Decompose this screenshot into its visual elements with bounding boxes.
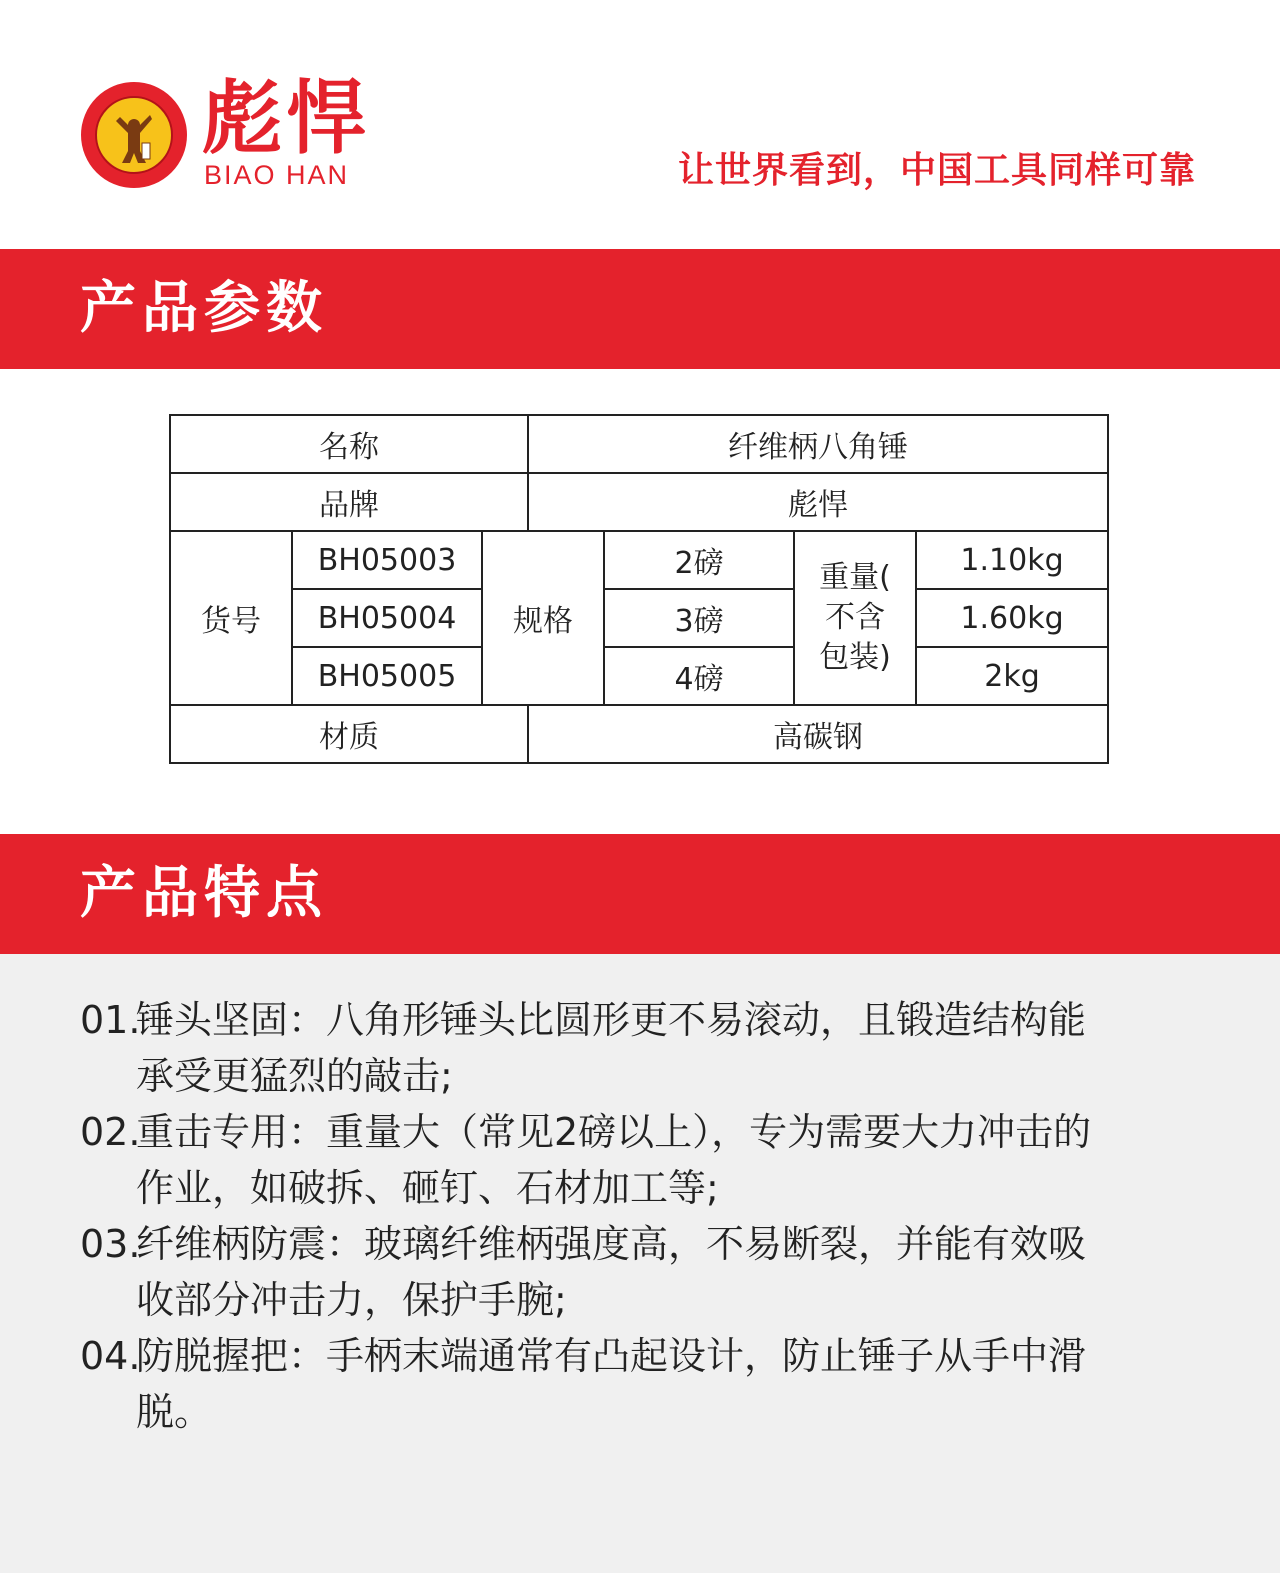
spec-table xyxy=(169,414,1109,764)
sku-value: BH05004 xyxy=(292,589,482,647)
brand-name-en: BIAO HAN xyxy=(204,160,350,190)
feature-line: 脱。 xyxy=(136,1390,213,1434)
name-label: 名称 xyxy=(170,415,528,473)
material-value: 高碳钢 xyxy=(528,705,1108,763)
table-row xyxy=(170,531,1108,589)
weight-label-line: 重量( xyxy=(819,560,891,595)
feature-item xyxy=(80,1216,1220,1328)
table-row-brand xyxy=(170,473,1108,531)
feature-number: 01. xyxy=(80,998,141,1042)
features-section-header xyxy=(0,834,1280,954)
weight-label-line: 不含 xyxy=(825,600,886,635)
weight-label xyxy=(794,531,916,705)
table-row-material xyxy=(170,705,1108,763)
spec-value: 3磅 xyxy=(604,589,794,647)
name-value: 纤维柄八角锤 xyxy=(528,415,1108,473)
feature-line: 作业，如破拆、砸钉、石材加工等; xyxy=(136,1166,719,1210)
sku-label: 货号 xyxy=(170,531,292,705)
sku-value: BH05005 xyxy=(292,647,482,705)
biaohan-emblem-icon xyxy=(80,81,188,189)
spec-value: 2磅 xyxy=(604,531,794,589)
feature-item xyxy=(80,1104,1220,1216)
feature-number: 04. xyxy=(80,1334,141,1378)
params-section-title: 产品参数 xyxy=(80,276,328,341)
header xyxy=(0,0,1280,249)
feature-item xyxy=(80,992,1220,1104)
feature-line: 承受更猛烈的敲击; xyxy=(136,1054,453,1098)
spec-value: 4磅 xyxy=(604,647,794,705)
feature-number: 03. xyxy=(80,1222,141,1266)
weight-label-line: 包装) xyxy=(819,640,891,675)
brand-name-cn: 彪悍 xyxy=(202,71,370,165)
slogan: 让世界看到，中国工具同样可靠 xyxy=(677,150,1196,191)
table-row-name xyxy=(170,415,1108,473)
params-section-header xyxy=(0,249,1280,369)
weight-value: 1.60kg xyxy=(916,589,1108,647)
feature-line: 重击专用：重量大（常见2磅以上），专为需要大力冲击的 xyxy=(136,1110,1092,1154)
weight-value: 2kg xyxy=(916,647,1108,705)
feature-item xyxy=(80,1328,1220,1440)
feature-line: 锤头坚固：八角形锤头比圆形更不易滚动，且锻造结构能 xyxy=(136,998,1087,1042)
brand-value: 彪悍 xyxy=(528,473,1108,531)
feature-line: 纤维柄防震：玻璃纤维柄强度高，不易断裂，并能有效吸 xyxy=(136,1222,1087,1266)
table-row xyxy=(170,647,1108,705)
brand-label: 品牌 xyxy=(170,473,528,531)
weight-value: 1.10kg xyxy=(916,531,1108,589)
features-section-title: 产品特点 xyxy=(80,861,328,926)
sku-value: BH05003 xyxy=(292,531,482,589)
spec-label: 规格 xyxy=(482,531,604,705)
feature-line: 收部分冲击力，保护手腕; xyxy=(136,1278,567,1322)
feature-line: 防脱握把：手柄末端通常有凸起设计，防止锤子从手中滑 xyxy=(136,1334,1087,1378)
feature-number: 02. xyxy=(80,1110,141,1154)
table-row xyxy=(170,589,1108,647)
material-label: 材质 xyxy=(170,705,528,763)
